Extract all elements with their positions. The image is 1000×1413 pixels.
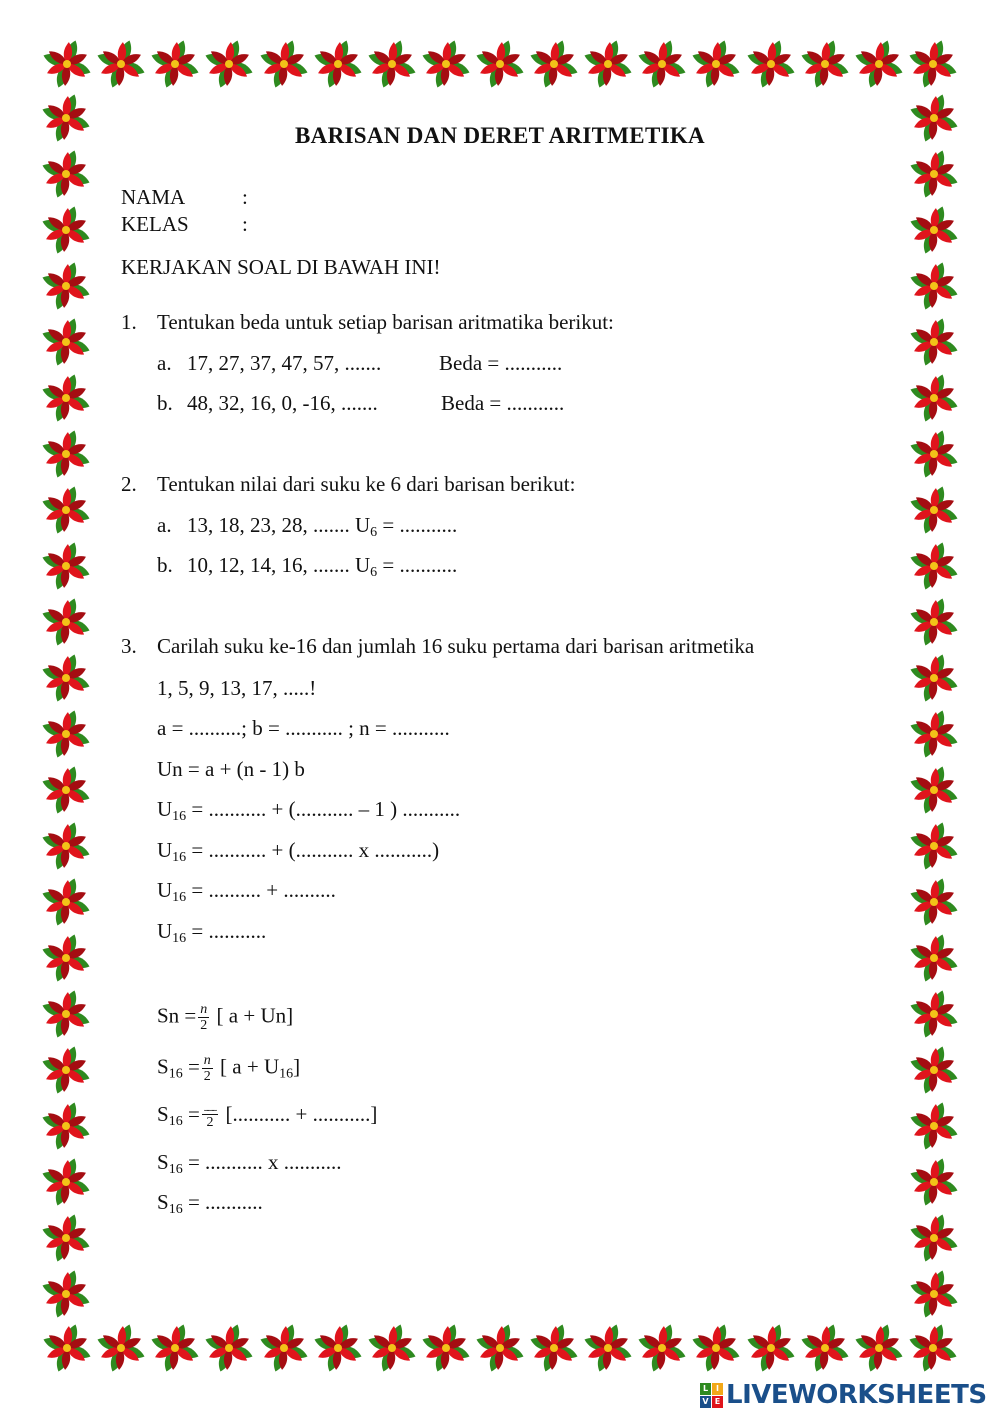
q3-sn-formula <box>157 1002 293 1033</box>
poinsettia-flower <box>582 38 634 90</box>
poinsettia-flower <box>908 764 960 816</box>
s-letter: S <box>157 1190 169 1214</box>
q3-s16-line-3 <box>157 1149 342 1175</box>
poinsettia-flower <box>908 1100 960 1152</box>
fraction-denominator: 2 <box>200 1018 208 1033</box>
poinsettia-flower <box>203 38 255 90</box>
poinsettia-flower <box>799 38 851 90</box>
poinsettia-flower <box>582 1322 634 1374</box>
s16-eq: = <box>187 1054 200 1079</box>
poinsettia-flower <box>908 1156 960 1208</box>
q1b-sequence: 48, 32, 16, 0, -16, ....... <box>187 391 378 415</box>
poinsettia-flower <box>853 1322 905 1374</box>
poinsettia-flower <box>908 1212 960 1264</box>
poinsettia-flower <box>40 204 92 256</box>
poinsettia-flower <box>95 38 147 90</box>
q2b-subscript: 6 <box>370 565 378 580</box>
q1a-label: a. <box>157 351 172 375</box>
poinsettia-flower <box>40 148 92 200</box>
u-letter: U <box>157 919 173 943</box>
poinsettia-flower <box>908 484 960 536</box>
poinsettia-flower <box>149 1322 201 1374</box>
poinsettia-flower <box>366 38 418 90</box>
poinsettia-flower <box>312 1322 364 1374</box>
poinsettia-flower <box>908 1268 960 1320</box>
liveworksheets-logo[interactable] <box>700 1378 987 1412</box>
poinsettia-flower <box>636 38 688 90</box>
q2a-answer: = ........... <box>382 513 458 537</box>
q2a-line <box>187 512 457 538</box>
u-letter: U <box>157 838 173 862</box>
poinsettia-flower <box>908 652 960 704</box>
poinsettia-flower <box>908 540 960 592</box>
poinsettia-flower <box>745 38 797 90</box>
poinsettia-flower <box>40 1044 92 1096</box>
poinsettia-flower <box>40 1212 92 1264</box>
poinsettia-flower <box>907 1322 959 1374</box>
poinsettia-flower <box>40 708 92 760</box>
q1-number: 1. <box>121 310 137 334</box>
s-subscript: 16 <box>168 1202 183 1217</box>
q2a-u: U <box>355 513 371 537</box>
s16-line-3-text: = ........... x ........... <box>187 1150 342 1174</box>
q1b-label: b. <box>157 391 173 415</box>
q2b-u: U <box>355 553 371 577</box>
poinsettia-flower <box>95 1322 147 1374</box>
poinsettia-flower <box>908 148 960 200</box>
poinsettia-flower <box>40 876 92 928</box>
logo-mark-i: I <box>712 1383 723 1395</box>
poinsettia-flower <box>40 484 92 536</box>
poinsettia-flower <box>908 596 960 648</box>
poinsettia-flower <box>40 820 92 872</box>
logo-mark-v: V <box>700 1396 711 1408</box>
poinsettia-border-left <box>40 90 92 1322</box>
q3-u16-line-3 <box>157 877 336 903</box>
fraction-numerator-dots: .......... <box>203 1103 217 1114</box>
poinsettia-flower <box>40 1156 92 1208</box>
u16-line-1-text: = ........... + (........... – 1 ) ........... <box>191 797 461 821</box>
poinsettia-flower <box>474 1322 526 1374</box>
poinsettia-flower <box>908 1044 960 1096</box>
u16-line-3-text: = .......... + .......... <box>191 878 336 902</box>
logo-mark-l: L <box>700 1383 711 1395</box>
poinsettia-flower <box>907 38 959 90</box>
q3-s16-line-2 <box>157 1101 377 1130</box>
q2b-sequence: 10, 12, 14, 16, ....... <box>187 553 350 577</box>
q3-s16-line-1 <box>157 1053 300 1084</box>
u-subscript: 16 <box>172 931 187 946</box>
poinsettia-flower <box>258 1322 310 1374</box>
poinsettia-border-bottom <box>40 1322 960 1374</box>
poinsettia-flower <box>908 204 960 256</box>
q2a-sequence: 13, 18, 23, 28, ....... <box>187 513 350 537</box>
poinsettia-flower <box>203 1322 255 1374</box>
poinsettia-flower <box>40 540 92 592</box>
poinsettia-flower <box>528 38 580 90</box>
kelas-colon: : <box>242 212 248 236</box>
q3-u16-line-2 <box>157 837 439 863</box>
fraction-n-over-2 <box>198 1002 209 1033</box>
u16-line-2-text: = ........... + (........... x ...........) <box>191 838 440 862</box>
sn-prefix: Sn = <box>157 1003 197 1028</box>
poinsettia-flower <box>41 1322 93 1374</box>
q2a-label: a. <box>157 513 172 537</box>
u-subscript: 16 <box>279 1066 294 1082</box>
fraction-denominator: 2 <box>206 1115 214 1131</box>
s-subscript: 16 <box>168 1066 183 1082</box>
fraction-n-over-2 <box>202 1053 213 1084</box>
nama-colon: : <box>242 185 248 209</box>
q2b-label: b. <box>157 553 173 577</box>
poinsettia-flower <box>908 428 960 480</box>
poinsettia-flower <box>40 596 92 648</box>
poinsettia-flower <box>528 1322 580 1374</box>
poinsettia-flower <box>908 932 960 984</box>
poinsettia-flower <box>799 1322 851 1374</box>
poinsettia-border-right <box>908 90 960 1322</box>
q2b-answer: = ........... <box>382 553 458 577</box>
s-subscript: 16 <box>168 1162 183 1177</box>
s16-line-2-rest: [........... + ...........] <box>225 1102 378 1126</box>
poinsettia-flower <box>908 708 960 760</box>
poinsettia-flower <box>690 1322 742 1374</box>
s-subscript: 16 <box>168 1114 183 1129</box>
instruction: KERJAKAN SOAL DI BAWAH INI! <box>121 255 441 279</box>
poinsettia-flower <box>366 1322 418 1374</box>
fraction-numerator: n <box>203 1053 211 1068</box>
poinsettia-border-top <box>40 38 960 90</box>
poinsettia-flower <box>40 260 92 312</box>
worksheet-title: BARISAN DAN DERET ARITMETIKA <box>295 123 705 148</box>
poinsettia-flower <box>312 38 364 90</box>
q1b-answer: Beda = ........... <box>441 391 565 415</box>
logo-mark-e: E <box>712 1396 723 1408</box>
poinsettia-flower <box>474 38 526 90</box>
q3-u16-line-4 <box>157 918 266 944</box>
poinsettia-flower <box>908 820 960 872</box>
liveworksheets-logo-text: LIVEWORKSHEETS <box>726 1380 987 1410</box>
q3-formula-un: Un = a + (n - 1) b <box>157 757 305 781</box>
poinsettia-flower <box>420 1322 472 1374</box>
q2-number: 2. <box>121 472 137 496</box>
q2-text: Tentukan nilai dari suku ke 6 dari barisan berikut: <box>157 472 576 496</box>
u-subscript: 16 <box>172 890 187 905</box>
q3-sequence: 1, 5, 9, 13, 17, .....! <box>157 676 317 700</box>
q2b-line <box>187 552 457 578</box>
s16-eq: = <box>187 1102 200 1126</box>
poinsettia-flower <box>745 1322 797 1374</box>
poinsettia-flower <box>149 38 201 90</box>
s16-line-4-text: = ........... <box>187 1190 263 1214</box>
q3-text: Carilah suku ke-16 dan jumlah 16 suku pertama dari barisan aritmetika <box>157 634 755 658</box>
s16-rest-a: [ a + U <box>220 1054 280 1079</box>
fraction-numerator: n <box>200 1002 208 1017</box>
poinsettia-flower <box>636 1322 688 1374</box>
poinsettia-flower <box>40 316 92 368</box>
fraction-dots-over-2 <box>202 1102 219 1130</box>
poinsettia-flower <box>908 372 960 424</box>
sn-rest: [ a + Un] <box>216 1003 294 1028</box>
q3-params: a = ..........; b = ........... ; n = ........... <box>157 716 450 740</box>
poinsettia-flower <box>690 38 742 90</box>
poinsettia-flower <box>420 38 472 90</box>
q1a-answer: Beda = ........... <box>439 351 563 375</box>
u-letter: U <box>157 878 173 902</box>
poinsettia-flower <box>40 764 92 816</box>
poinsettia-flower <box>908 876 960 928</box>
poinsettia-flower <box>853 38 905 90</box>
liveworksheets-logo-icon <box>700 1383 722 1407</box>
kelas-label: KELAS <box>121 212 189 236</box>
fraction-denominator: 2 <box>203 1069 211 1084</box>
poinsettia-flower <box>908 260 960 312</box>
poinsettia-flower <box>40 932 92 984</box>
q3-s16-line-4 <box>157 1189 263 1215</box>
u-subscript: 16 <box>172 850 187 865</box>
poinsettia-flower <box>258 38 310 90</box>
u-subscript: 16 <box>172 809 187 824</box>
q1a-sequence: 17, 27, 37, 47, 57, ....... <box>187 351 382 375</box>
u16-line-4-text: = ........... <box>191 919 267 943</box>
poinsettia-flower <box>41 38 93 90</box>
s-letter: S <box>157 1102 169 1126</box>
poinsettia-flower <box>40 1268 92 1320</box>
poinsettia-flower <box>908 988 960 1040</box>
poinsettia-flower <box>908 316 960 368</box>
q2a-subscript: 6 <box>370 525 378 540</box>
poinsettia-flower <box>40 988 92 1040</box>
s16-rest-b: ] <box>293 1054 301 1079</box>
u-letter: U <box>157 797 173 821</box>
poinsettia-flower <box>40 652 92 704</box>
q3-u16-line-1 <box>157 796 460 822</box>
q1-text: Tentukan beda untuk setiap barisan aritmatika berikut: <box>157 310 614 334</box>
poinsettia-flower <box>40 372 92 424</box>
s-letter: S <box>157 1054 169 1079</box>
poinsettia-flower <box>40 1100 92 1152</box>
nama-label: NAMA <box>121 185 186 209</box>
s-letter: S <box>157 1150 169 1174</box>
q3-number: 3. <box>121 634 137 658</box>
poinsettia-flower <box>40 428 92 480</box>
